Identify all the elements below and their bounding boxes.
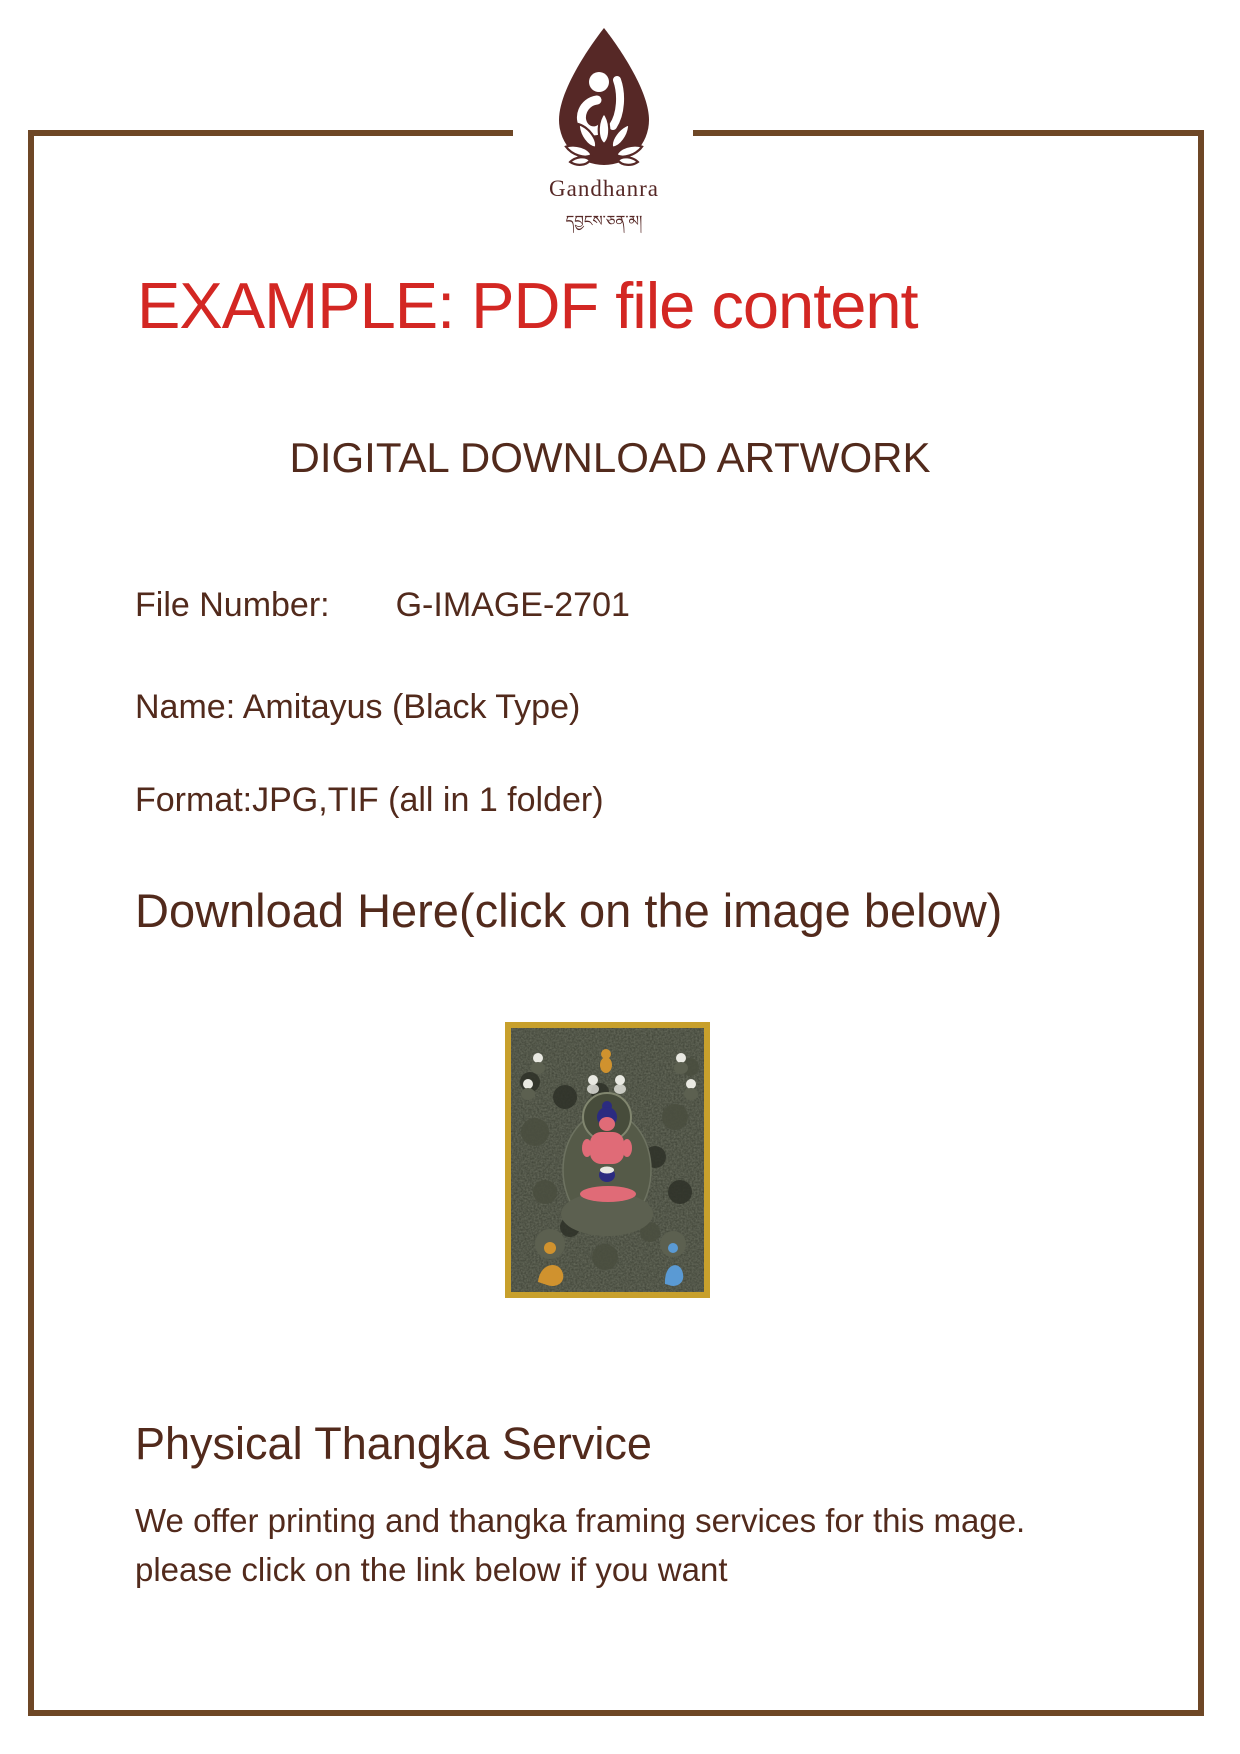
gandhanra-drop-lotus-icon (529, 26, 679, 174)
page-title: EXAMPLE: PDF file content (137, 269, 918, 342)
thangka-download-image[interactable] (505, 1022, 710, 1298)
download-heading: Download Here(click on the image below) (135, 884, 1003, 937)
artwork-type-heading: DIGITAL DOWNLOAD ARTWORK (289, 434, 931, 481)
file-number-label: File Number: (135, 586, 330, 624)
file-number-row (135, 586, 630, 625)
service-body-line-1: We offer printing and thangka framing services for this mage. (135, 1502, 1026, 1539)
brand-tibetan-script: དབྱངས་ཅན་མ། (565, 213, 643, 230)
brand-name: Gandhanra (549, 176, 659, 201)
format-line: Format:JPG,TIF (all in 1 folder) (135, 781, 604, 819)
artwork-name-line: Name: Amitayus (Black Type) (135, 688, 581, 726)
service-heading: Physical Thangka Service (135, 1418, 652, 1469)
file-number-value: G-IMAGE-2701 (395, 586, 630, 624)
service-body (135, 1496, 1025, 1594)
brand-logo (504, 26, 704, 247)
service-body-line-2: please click on the link below if you want (135, 1551, 728, 1588)
